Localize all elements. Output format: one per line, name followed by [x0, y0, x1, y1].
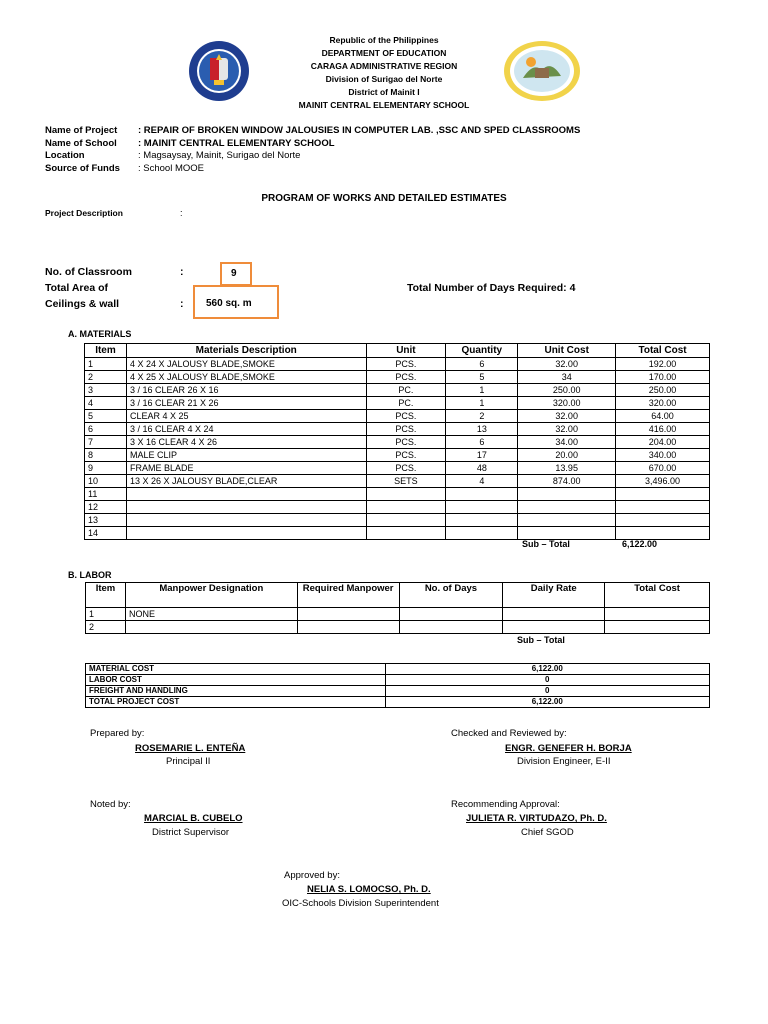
table-cell: 12	[85, 501, 127, 514]
table-cell	[616, 501, 710, 514]
table-cell: 32.00	[518, 423, 616, 436]
classroom-value-box	[220, 262, 252, 286]
header-line: Division of Surigao del Norte	[325, 74, 443, 84]
table-cell: 3 / 16 CLEAR 4 X 24	[126, 423, 366, 436]
table-cell: 3,496.00	[616, 475, 710, 488]
summary-row	[86, 664, 710, 675]
table-cell: CLEAR 4 X 25	[126, 410, 366, 423]
project-description-colon: :	[180, 208, 183, 218]
header-line: District of Mainit I	[348, 87, 420, 97]
classroom-label: No. of Classroom	[45, 266, 132, 278]
labor-header-row	[86, 583, 710, 608]
materials-row	[85, 514, 710, 527]
project-name-label: Name of Project	[45, 125, 118, 136]
table-cell	[366, 488, 446, 501]
area-value-box	[193, 285, 279, 319]
table-cell	[399, 621, 503, 634]
table-cell: TOTAL PROJECT COST	[86, 697, 386, 708]
table-cell: 1	[446, 384, 518, 397]
table-cell: PC.	[366, 384, 446, 397]
header-line: DEPARTMENT OF EDUCATION	[321, 48, 447, 58]
table-cell	[366, 527, 446, 540]
materials-subtotal-label: Sub – Total	[522, 539, 570, 549]
funds-row	[45, 163, 580, 176]
table-cell: 6,122.00	[385, 664, 709, 675]
column-header: Required Manpower	[297, 583, 399, 608]
table-cell	[518, 501, 616, 514]
materials-section-title: A. MATERIALS	[68, 329, 132, 339]
table-cell: 13	[446, 423, 518, 436]
table-cell	[605, 608, 710, 621]
labor-table	[85, 582, 710, 634]
table-cell: PCS.	[366, 358, 446, 371]
materials-row	[85, 384, 710, 397]
header-line: CARAGA ADMINISTRATIVE REGION	[310, 61, 458, 71]
area-label-line2: Ceilings & wall	[45, 298, 120, 310]
table-cell: 874.00	[518, 475, 616, 488]
table-cell: 0	[385, 675, 709, 686]
approved-by-title: OIC-Schools Division Superintendent	[282, 898, 439, 909]
table-cell	[446, 501, 518, 514]
table-cell: 9	[85, 462, 127, 475]
prepared-by-name: ROSEMARIE L. ENTEÑA	[135, 743, 246, 754]
column-header: Materials Description	[126, 344, 366, 358]
table-cell: 10	[85, 475, 127, 488]
materials-row	[85, 423, 710, 436]
days-required: Total Number of Days Required: 4	[407, 282, 576, 294]
table-cell	[503, 621, 605, 634]
funds-value: : School MOOE	[138, 162, 204, 174]
materials-row	[85, 397, 710, 410]
table-cell	[503, 608, 605, 621]
table-cell	[616, 514, 710, 527]
table-cell: PCS.	[366, 410, 446, 423]
labor-row	[86, 608, 710, 621]
column-header: No. of Days	[399, 583, 503, 608]
table-cell: 14	[85, 527, 127, 540]
table-cell: 3 / 16 CLEAR 26 X 16	[126, 384, 366, 397]
table-cell: LABOR COST	[86, 675, 386, 686]
table-cell: PCS.	[366, 462, 446, 475]
table-cell: 17	[446, 449, 518, 462]
materials-row	[85, 527, 710, 540]
classroom-colon: :	[180, 266, 184, 278]
project-info	[45, 125, 580, 175]
table-cell	[126, 527, 366, 540]
table-cell: 5	[446, 371, 518, 384]
table-cell: 20.00	[518, 449, 616, 462]
column-header: Item	[85, 344, 127, 358]
column-header: Quantity	[446, 344, 518, 358]
table-cell: 5	[85, 410, 127, 423]
labor-section-title: B. LABOR	[68, 570, 112, 580]
header-line: MAINIT CENTRAL ELEMENTARY SCHOOL	[298, 100, 470, 110]
prepared-by-title: Principal II	[166, 756, 211, 767]
recommending-title: Chief SGOD	[521, 827, 574, 838]
materials-row	[85, 371, 710, 384]
area-value: 560 sq. m	[206, 298, 252, 309]
area-colon: :	[180, 298, 184, 310]
table-cell: 170.00	[616, 371, 710, 384]
materials-row	[85, 358, 710, 371]
table-cell	[518, 488, 616, 501]
table-cell: 2	[446, 410, 518, 423]
materials-row	[85, 475, 710, 488]
materials-subtotal-value: 6,122.00	[622, 539, 658, 549]
checked-by-title: Division Engineer, E-II	[517, 756, 611, 767]
table-cell: 416.00	[616, 423, 710, 436]
recommending-label: Recommending Approval:	[451, 799, 560, 810]
table-cell	[126, 501, 366, 514]
table-cell	[446, 514, 518, 527]
table-cell	[125, 621, 297, 634]
table-cell: 3	[85, 384, 127, 397]
table-cell: FRAME BLADE	[126, 462, 366, 475]
approved-by-label: Approved by:	[284, 870, 340, 881]
area-label-line1: Total Area of	[45, 282, 109, 294]
table-cell	[399, 608, 503, 621]
materials-row	[85, 449, 710, 462]
materials-row	[85, 410, 710, 423]
table-cell: MALE CLIP	[126, 449, 366, 462]
table-cell: 4	[446, 475, 518, 488]
table-cell: 4 X 24 X JALOUSY BLADE,SMOKE	[126, 358, 366, 371]
header-line: Republic of the Philippines	[329, 35, 439, 45]
table-cell: 11	[85, 488, 127, 501]
classroom-value: 9	[231, 268, 237, 279]
document-title: PROGRAM OF WORKS AND DETAILED ESTIMATES	[261, 193, 507, 204]
table-cell	[126, 488, 366, 501]
table-cell: 2	[85, 371, 127, 384]
table-cell	[446, 488, 518, 501]
prepared-by-block	[90, 727, 144, 740]
table-cell	[297, 608, 399, 621]
table-cell: 32.00	[518, 358, 616, 371]
column-header: Item	[86, 583, 126, 608]
project-name-value: : REPAIR OF BROKEN WINDOW JALOUSIES IN COMPUTER LAB. ,SSC AND SPED CLASSROOMS	[138, 125, 581, 136]
column-header: Manpower Designation	[125, 583, 297, 608]
school-name-row	[45, 138, 580, 151]
letterhead	[234, 34, 534, 112]
materials-table	[84, 343, 710, 540]
checked-by-name: ENGR. GENEFER H. BORJA	[505, 743, 632, 754]
table-cell	[366, 501, 446, 514]
table-cell: PCS.	[366, 423, 446, 436]
project-name-row	[45, 125, 580, 138]
table-cell: 4 X 25 X JALOUSY BLADE,SMOKE	[126, 371, 366, 384]
table-cell	[616, 488, 710, 501]
table-cell	[605, 621, 710, 634]
table-cell: 32.00	[518, 410, 616, 423]
funds-label: Source of Funds	[45, 162, 120, 174]
noted-by-label: Noted by:	[90, 799, 131, 810]
materials-header-row	[85, 344, 710, 358]
table-cell: NONE	[125, 608, 297, 621]
table-cell	[518, 514, 616, 527]
table-cell	[616, 527, 710, 540]
table-cell: 6,122.00	[385, 697, 709, 708]
table-cell: 6	[446, 358, 518, 371]
table-cell: 13.95	[518, 462, 616, 475]
labor-subtotal-label: Sub – Total	[517, 635, 565, 645]
materials-row	[85, 501, 710, 514]
table-cell: PCS.	[366, 436, 446, 449]
table-cell: 34	[518, 371, 616, 384]
table-cell: SETS	[366, 475, 446, 488]
prepared-by-label: Prepared by:	[90, 728, 145, 739]
column-header: Unit	[366, 344, 446, 358]
project-description-label: Project Description	[45, 208, 123, 218]
cost-summary-table	[85, 663, 710, 708]
summary-row	[86, 686, 710, 697]
table-cell: 3 X 16 CLEAR 4 X 26	[126, 436, 366, 449]
table-cell: FREIGHT AND HANDLING	[86, 686, 386, 697]
labor-row	[86, 621, 710, 634]
materials-row	[85, 488, 710, 501]
table-cell: 1	[86, 608, 126, 621]
checked-by-label: Checked and Reviewed by:	[451, 728, 567, 739]
table-cell: PC.	[366, 397, 446, 410]
table-cell: 48	[446, 462, 518, 475]
table-cell: 7	[85, 436, 127, 449]
materials-row	[85, 462, 710, 475]
school-name-label: Name of School	[45, 137, 117, 149]
table-cell	[518, 527, 616, 540]
table-cell: 13	[85, 514, 127, 527]
table-cell: 250.00	[518, 384, 616, 397]
school-name-value: : MAINIT CENTRAL ELEMENTARY SCHOOL	[138, 137, 335, 149]
table-cell: 320.00	[616, 397, 710, 410]
table-cell: 6	[446, 436, 518, 449]
table-cell	[126, 514, 366, 527]
table-cell: 0	[385, 686, 709, 697]
table-cell: 1	[446, 397, 518, 410]
materials-row	[85, 436, 710, 449]
table-cell: 2	[86, 621, 126, 634]
location-value: : Magsaysay, Mainit, Surigao del Norte	[138, 150, 301, 161]
table-cell: MATERIAL COST	[86, 664, 386, 675]
table-cell: 6	[85, 423, 127, 436]
approved-by-name: NELIA S. LOMOCSO, Ph. D.	[307, 884, 431, 895]
column-header: Daily Rate	[503, 583, 605, 608]
table-cell: PCS.	[366, 371, 446, 384]
table-cell: 204.00	[616, 436, 710, 449]
table-cell	[366, 514, 446, 527]
table-cell: PCS.	[366, 449, 446, 462]
table-cell	[297, 621, 399, 634]
table-cell: 1	[85, 358, 127, 371]
noted-by-name: MARCIAL B. CUBELO	[144, 813, 243, 824]
table-cell: 250.00	[616, 384, 710, 397]
table-cell: 3 / 16 CLEAR 21 X 26	[126, 397, 366, 410]
table-cell: 670.00	[616, 462, 710, 475]
noted-by-title: District Supervisor	[152, 827, 230, 838]
recommending-name: JULIETA R. VIRTUDAZO, Ph. D.	[466, 813, 607, 824]
table-cell	[446, 527, 518, 540]
column-header: Unit Cost	[518, 344, 616, 358]
table-cell: 8	[85, 449, 127, 462]
table-cell: 4	[85, 397, 127, 410]
table-cell: 13 X 26 X JALOUSY BLADE,CLEAR	[126, 475, 366, 488]
location-row	[45, 150, 580, 163]
summary-row	[86, 675, 710, 686]
location-label: Location	[45, 150, 85, 161]
table-cell: 64.00	[616, 410, 710, 423]
column-header: Total Cost	[605, 583, 710, 608]
table-cell: 192.00	[616, 358, 710, 371]
table-cell: 34.00	[518, 436, 616, 449]
column-header: Total Cost	[616, 344, 710, 358]
table-cell: 320.00	[518, 397, 616, 410]
summary-row	[86, 697, 710, 708]
table-cell: 340.00	[616, 449, 710, 462]
